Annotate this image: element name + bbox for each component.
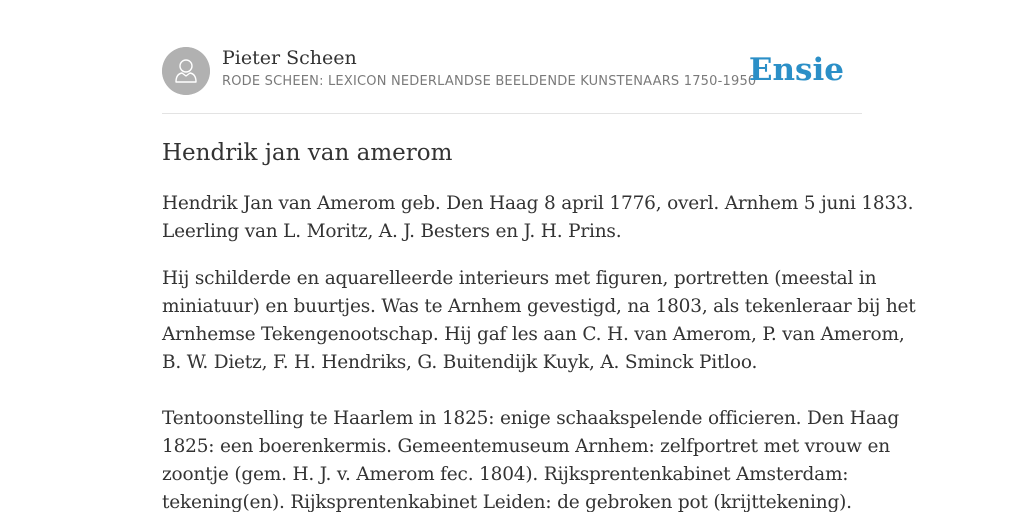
article-paragraph-1 (162, 190, 914, 246)
page-container (162, 0, 916, 512)
header-divider (162, 113, 862, 114)
article-paragraph-2 (162, 265, 916, 377)
paragraph-line: Arnhemse Tekengenootschap. Hij gaf les aan C. H. van Amerom, P. van Amerom, (162, 324, 905, 345)
article-paragraph-3 (162, 405, 900, 512)
user-icon (162, 47, 210, 95)
paragraph-line: tekening(en). Rijksprentenkabinet Leiden: de gebroken pot (krijttekening). (162, 492, 852, 512)
article-title: Hendrik jan van amerom (162, 140, 453, 166)
paragraph-line: zoontje (gem. H. J. v. Amerom fec. 1804). Rijksprentenkabinet Amsterdam: (162, 464, 849, 485)
paragraph-line: miniatuur) en buurtjes. Was te Arnhem gevestigd, na 1803, als tekenleraar bij het (162, 296, 916, 317)
author-name[interactable]: Pieter Scheen (222, 47, 357, 69)
brand-logo[interactable]: Ensie (748, 52, 844, 88)
paragraph-line: Tentoonstelling te Haarlem in 1825: enige schaakspelende officieren. Den Haag (162, 408, 900, 429)
paragraph-line: Leerling van L. Moritz, A. J. Besters en J. H. Prins. (162, 221, 622, 242)
author-avatar[interactable] (162, 47, 210, 95)
paragraph-line: Hendrik Jan van Amerom geb. Den Haag 8 april 1776, overl. Arnhem 5 juni 1833. (162, 193, 914, 214)
paragraph-line: B. W. Dietz, F. H. Hendriks, G. Buitendijk Kuyk, A. Sminck Pitloo. (162, 352, 758, 373)
article-header (162, 46, 862, 98)
paragraph-line: 1825: een boerenkermis. Gemeentemuseum Arnhem: zelfportret met vrouw en (162, 436, 890, 457)
source-title[interactable]: RODE SCHEEN: LEXICON NEDERLANDSE BEELDENDE KUNSTENAARS 1750-1950 (222, 74, 757, 89)
paragraph-line: Hij schilderde en aquarelleerde interieurs met figuren, portretten (meestal in (162, 268, 877, 289)
